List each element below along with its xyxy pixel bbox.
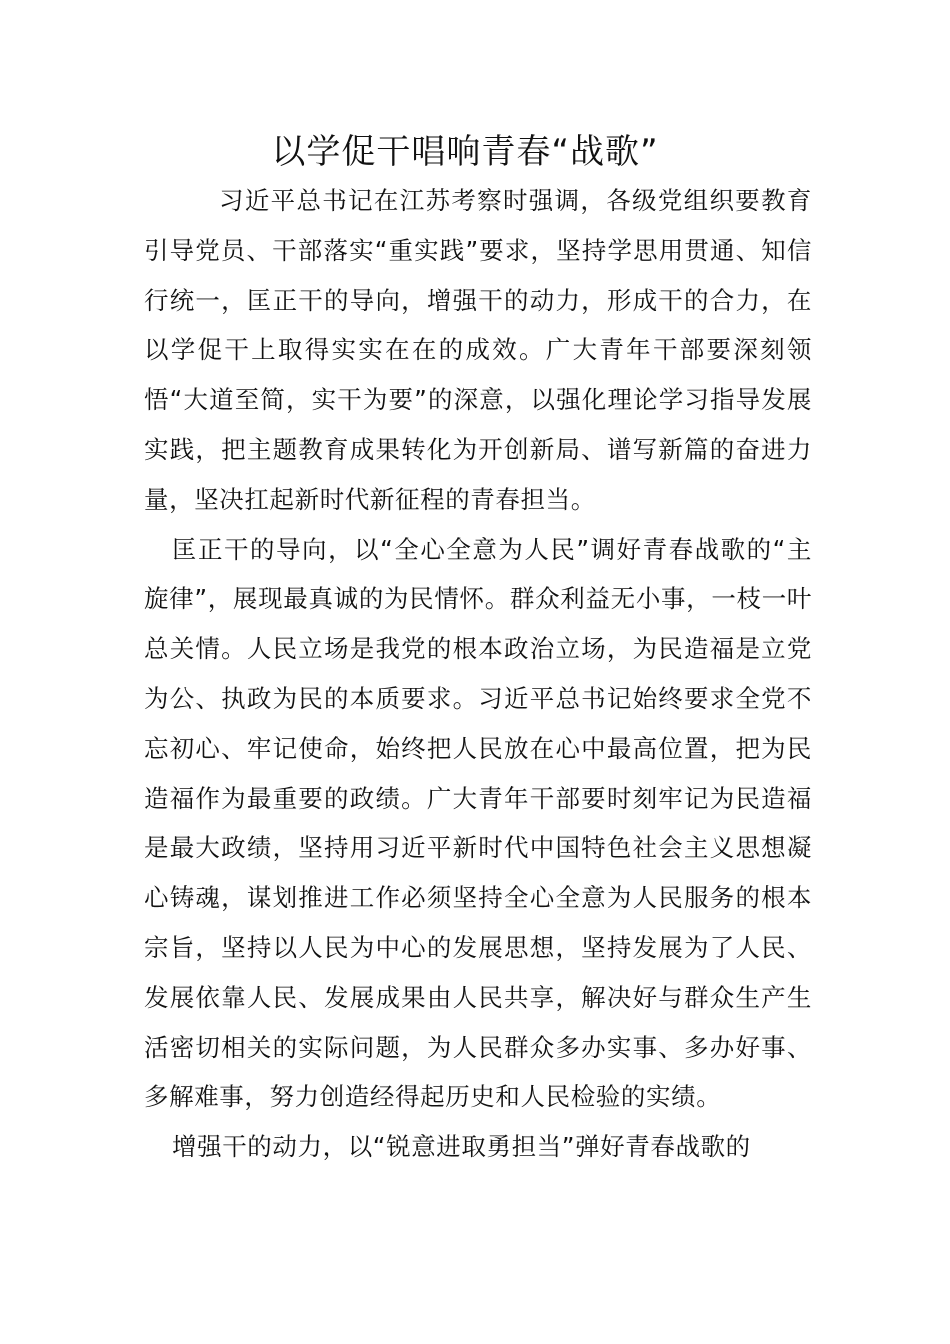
paragraph-intro: 习近平总书记在江苏考察时强调，各级党组织要教育引导党员、干部落实“重实践”要求，坚持学思用贯通、知信行统一，匡正干的导向，增强干的动力，形成干的合力，在以学促干上取得实实在在的成效。广大青年干部要深刻领悟“大道至简，实干为要”的深意，以强化理论学习指导发展实践，把主题教育成果转化为开创新局、谱写新篇的奋进力量，坚决扛起新时代新征程的青春担当。 [144,186,812,514]
paragraph-orientation: 匡正干的导向，以“全心全意为人民”调好青春战歌的“主旋律”，展现最真诚的为民情怀。群众利益无小事，一枝一叶总关情。人民立场是我党的根本政治立场，为民造福是立党为公、执政为民的本质要求。习近平总书记始终要求全党不忘初心、牢记使命，始终把人民放在心中最高位置，把为民造福作为最重要的政绩。广大青年干部要时刻牢记为民造福是最大政绩，坚持用习近平新时代中国特色社会主义思想凝心铸魂，谋划推进工作必须坚持全心全意为人民服务的根本宗旨，坚持以人民为中心的发展思想，坚持发展为了人民、发展依靠人民、发展成果由人民共享，解决好与群众生产生活密切相关的实际问题，为人民群众多办实事、多办好事、多解难事，努力创造经得起历史和人民检验的实绩。 [144,534,812,1112]
paragraph-motivation: 增强干的动力，以“锐意进取勇担当”弹好青春战歌的 [172,1132,751,1162]
document-body [144,176,812,1172]
document-title: 以学促干唱响青春“战歌” [271,132,659,172]
